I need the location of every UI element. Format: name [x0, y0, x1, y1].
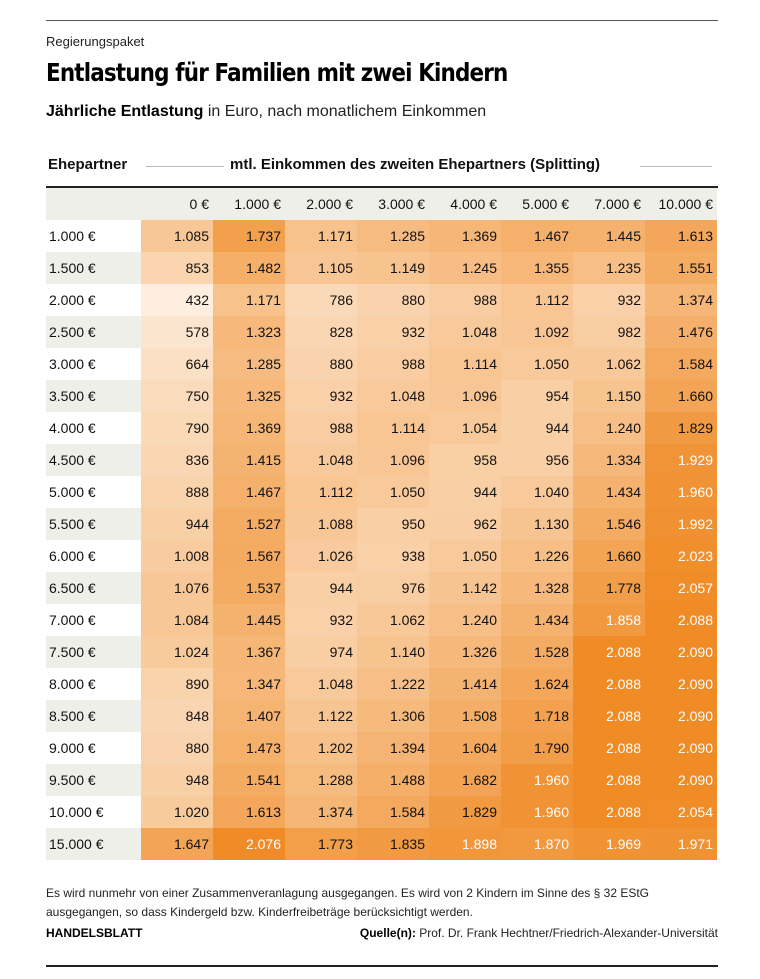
row-label: 9.000 € [49, 740, 96, 756]
heatmap-cell: 1.482 [213, 252, 285, 284]
heatmap-cell: 2.088 [645, 604, 717, 636]
heatmap-cell: 1.647 [141, 828, 213, 860]
heatmap-cell: 932 [357, 316, 429, 348]
heatmap-cell: 790 [141, 412, 213, 444]
heatmap-cell: 1.613 [645, 220, 717, 252]
heatmap-cell: 1.096 [357, 444, 429, 476]
heatmap-cell: 1.171 [213, 284, 285, 316]
heatmap-cell: 932 [573, 284, 645, 316]
heatmap-cell: 1.528 [501, 636, 573, 668]
table-row [46, 476, 718, 508]
heatmap-cell: 1.773 [285, 828, 357, 860]
heatmap-cell: 1.122 [285, 700, 357, 732]
heatmap-cell: 1.105 [285, 252, 357, 284]
heatmap-cell: 2.054 [645, 796, 717, 828]
heatmap-cell: 786 [285, 284, 357, 316]
row-header-label: Ehepartner [48, 156, 128, 173]
heatmap-cell: 1.508 [429, 700, 501, 732]
heatmap-cell: 750 [141, 380, 213, 412]
heatmap-cell: 1.434 [573, 476, 645, 508]
table-row [46, 252, 718, 284]
heatmap-cell: 2.088 [573, 732, 645, 764]
heatmap-cell: 1.222 [357, 668, 429, 700]
heatmap-cell: 853 [141, 252, 213, 284]
heatmap-cell: 828 [285, 316, 357, 348]
heatmap-cell: 1.969 [573, 828, 645, 860]
heatmap-cell: 1.240 [429, 604, 501, 636]
heatmap-cell: 2.090 [645, 732, 717, 764]
column-header-1: 1.000 € [213, 188, 285, 220]
column-header-0: 0 € [141, 188, 213, 220]
heatmap-cell: 2.088 [573, 636, 645, 668]
row-label: 6.000 € [49, 548, 96, 564]
subtitle-bold: Jährliche Entlastung [46, 103, 204, 120]
heatmap-cell: 1.150 [573, 380, 645, 412]
heatmap-cell: 1.142 [429, 572, 501, 604]
row-label: 5.000 € [49, 484, 96, 500]
heatmap-cell: 932 [285, 380, 357, 412]
heatmap-cell: 1.870 [501, 828, 573, 860]
heatmap-cell: 1.226 [501, 540, 573, 572]
heatmap-cell: 1.040 [501, 476, 573, 508]
heatmap-cell: 1.858 [573, 604, 645, 636]
heatmap-cell: 1.584 [357, 796, 429, 828]
table-row [46, 284, 718, 316]
table-row [46, 700, 718, 732]
row-label: 6.500 € [46, 572, 141, 604]
heatmap-cell: 2.023 [645, 540, 717, 572]
heatmap-cell: 1.394 [357, 732, 429, 764]
row-label: 15.000 € [46, 828, 141, 860]
heatmap-cell: 890 [141, 668, 213, 700]
heatmap-cell: 1.971 [645, 828, 717, 860]
heatmap-cell: 1.546 [573, 508, 645, 540]
header-line-right [640, 166, 712, 167]
heatmap-cell: 1.325 [213, 380, 285, 412]
heatmap-cell: 1.584 [645, 348, 717, 380]
heatmap-cell: 1.682 [429, 764, 501, 796]
row-label: 8.000 € [49, 676, 96, 692]
heatmap-cell: 962 [429, 508, 501, 540]
heatmap-cell: 1.367 [213, 636, 285, 668]
bottom-rule [46, 965, 718, 967]
heatmap-cell: 1.829 [645, 412, 717, 444]
heatmap-cell: 1.088 [285, 508, 357, 540]
heatmap-cell: 2.090 [645, 700, 717, 732]
heatmap-cell: 950 [357, 508, 429, 540]
heatmap-cell: 1.326 [429, 636, 501, 668]
heatmap-cell: 2.088 [573, 764, 645, 796]
heatmap-cell: 1.130 [501, 508, 573, 540]
table-row [46, 316, 718, 348]
heatmap-cell: 1.660 [573, 540, 645, 572]
heatmap-cell: 880 [357, 284, 429, 316]
heatmap-cell: 1.008 [141, 540, 213, 572]
heatmap-cell: 1.660 [645, 380, 717, 412]
chart-title: Entlastung für Familien mit zwei Kindern [46, 58, 508, 87]
heatmap-cell: 1.323 [213, 316, 285, 348]
heatmap-cell: 2.076 [213, 828, 285, 860]
heatmap-cell: 664 [141, 348, 213, 380]
row-label: 1.000 € [49, 228, 96, 244]
heatmap-cell: 880 [141, 732, 213, 764]
heatmap-cell: 1.737 [213, 220, 285, 252]
row-label: 2.000 € [49, 292, 96, 308]
heatmap-cell: 1.467 [213, 476, 285, 508]
heatmap-cell: 1.020 [141, 796, 213, 828]
heatmap-cell: 1.624 [501, 668, 573, 700]
heatmap-cell: 1.374 [285, 796, 357, 828]
footnote: Es wird nunmehr von einer Zusammenveranlagung ausgegangen. Es wird von 2 Kindern im Sinne des § 32 EStG ausgegangen, so dass Kindergeld bzw. Kinderfreibeträge berücksichtigt werden. [46, 886, 650, 919]
heatmap-cell: 1.114 [357, 412, 429, 444]
heatmap-cell: 1.467 [501, 220, 573, 252]
heatmap-cell: 1.929 [645, 444, 717, 476]
heatmap-cell: 1.062 [573, 348, 645, 380]
table-row [46, 220, 718, 252]
heatmap-cell: 944 [501, 412, 573, 444]
row-label: 8.500 € [46, 700, 141, 732]
table-row [46, 668, 718, 700]
table-row [46, 444, 718, 476]
column-header-5: 5.000 € [501, 188, 573, 220]
column-header-6: 7.000 € [573, 188, 645, 220]
heatmap-cell: 1.240 [573, 412, 645, 444]
heatmap-cell: 1.960 [501, 796, 573, 828]
subtitle-rest: in Euro, nach monatlichem Einkommen [203, 103, 487, 120]
heatmap-cell: 1.092 [501, 316, 573, 348]
heatmap-cell: 1.347 [213, 668, 285, 700]
heatmap-cell: 1.829 [429, 796, 501, 828]
heatmap-cell: 1.112 [285, 476, 357, 508]
heatmap-cell: 1.285 [213, 348, 285, 380]
table-row [46, 380, 718, 412]
heatmap-cell: 1.835 [357, 828, 429, 860]
heatmap-cell: 888 [141, 476, 213, 508]
row-label: 9.500 € [46, 764, 141, 796]
heatmap-cell: 1.790 [501, 732, 573, 764]
kicker: Regierungspaket [46, 34, 145, 49]
header-line-left [146, 166, 224, 167]
row-label: 7.000 € [49, 612, 96, 628]
column-header-7: 10.000 € [645, 188, 717, 220]
heatmap-cell: 1.541 [213, 764, 285, 796]
heatmap-cell: 1.527 [213, 508, 285, 540]
heatmap-cell: 1.054 [429, 412, 501, 444]
heatmap-cell: 1.613 [213, 796, 285, 828]
source-credit [360, 926, 718, 940]
column-header-3: 3.000 € [357, 188, 429, 220]
heatmap-cell: 2.088 [573, 700, 645, 732]
chart-subtitle [46, 103, 486, 121]
heatmap-cell: 1.718 [501, 700, 573, 732]
heatmap-cell: 1.898 [429, 828, 501, 860]
heatmap-cell: 1.112 [501, 284, 573, 316]
row-label: 2.500 € [46, 316, 141, 348]
heatmap-cell: 1.062 [357, 604, 429, 636]
row-label: 3.000 € [49, 356, 96, 372]
heatmap-cell: 1.024 [141, 636, 213, 668]
heatmap-cell: 988 [429, 284, 501, 316]
row-label: 5.500 € [46, 508, 141, 540]
heatmap-cell: 1.551 [645, 252, 717, 284]
heatmap-cell: 1.476 [645, 316, 717, 348]
heatmap-cell: 1.369 [429, 220, 501, 252]
heatmap-cell: 848 [141, 700, 213, 732]
heatmap-cell: 1.048 [357, 380, 429, 412]
table-row [46, 636, 718, 668]
heatmap-cell: 2.088 [573, 796, 645, 828]
heatmap-cell: 1.076 [141, 572, 213, 604]
heatmap-cell: 1.096 [429, 380, 501, 412]
heatmap-cell: 976 [357, 572, 429, 604]
heatmap-cell: 974 [285, 636, 357, 668]
heatmap-cell: 1.245 [429, 252, 501, 284]
heatmap-cell: 954 [501, 380, 573, 412]
heatmap-cell: 1.407 [213, 700, 285, 732]
heatmap-cell: 1.026 [285, 540, 357, 572]
heatmap-cell: 1.778 [573, 572, 645, 604]
heatmap-cell: 2.090 [645, 636, 717, 668]
heatmap-cell: 988 [285, 412, 357, 444]
column-group-label: mtl. Einkommen des zweiten Ehepartners (Splitting) [230, 156, 601, 173]
table-row [46, 412, 718, 444]
row-label: 7.500 € [46, 636, 141, 668]
heatmap-cell: 1.048 [285, 668, 357, 700]
table-row [46, 508, 718, 540]
column-header-corner [46, 188, 141, 220]
table-row [46, 828, 718, 860]
source-text: Prof. Dr. Frank Hechtner/Friedrich-Alexander-Universität [415, 926, 718, 940]
column-header-2: 2.000 € [285, 188, 357, 220]
heatmap-cell: 1.288 [285, 764, 357, 796]
column-header-row [46, 188, 718, 220]
heatmap-cell: 1.567 [213, 540, 285, 572]
heatmap-cell: 1.992 [645, 508, 717, 540]
heatmap-cell: 836 [141, 444, 213, 476]
heatmap-cell: 880 [285, 348, 357, 380]
top-rule [46, 20, 718, 21]
heatmap-cell: 1.960 [501, 764, 573, 796]
heatmap-cell: 1.149 [357, 252, 429, 284]
heatmap-cell: 1.488 [357, 764, 429, 796]
heatmap-cell: 958 [429, 444, 501, 476]
heatmap-cell: 1.085 [141, 220, 213, 252]
column-header-4: 4.000 € [429, 188, 501, 220]
row-label: 1.500 € [46, 252, 141, 284]
table-row [46, 732, 718, 764]
heatmap-cell: 1.537 [213, 572, 285, 604]
heatmap-cell: 2.088 [573, 668, 645, 700]
heatmap-cell: 1.202 [285, 732, 357, 764]
heatmap-cell: 944 [285, 572, 357, 604]
heatmap-cell: 1.084 [141, 604, 213, 636]
heatmap-cell: 1.285 [357, 220, 429, 252]
table-row [46, 796, 718, 828]
heatmap-cell: 1.048 [285, 444, 357, 476]
heatmap-cell: 1.369 [213, 412, 285, 444]
heatmap-cell: 1.445 [213, 604, 285, 636]
heatmap-cell: 1.414 [429, 668, 501, 700]
heatmap-cell: 1.048 [429, 316, 501, 348]
heatmap-cell: 1.445 [573, 220, 645, 252]
heatmap-cell: 1.235 [573, 252, 645, 284]
row-label: 10.000 € [49, 804, 104, 820]
row-label: 4.000 € [49, 420, 96, 436]
heatmap-cell: 1.604 [429, 732, 501, 764]
heatmap-cell: 1.114 [429, 348, 501, 380]
heatmap-cell: 932 [285, 604, 357, 636]
heatmap-cell: 1.334 [573, 444, 645, 476]
heatmap-cell: 948 [141, 764, 213, 796]
heatmap-cell: 956 [501, 444, 573, 476]
table-row [46, 540, 718, 572]
heatmap-cell: 1.171 [285, 220, 357, 252]
heatmap-cell: 944 [429, 476, 501, 508]
table-row [46, 572, 718, 604]
heatmap-cell: 982 [573, 316, 645, 348]
table-row [46, 604, 718, 636]
row-label: 3.500 € [46, 380, 141, 412]
table-row [46, 348, 718, 380]
heatmap-cell: 1.434 [501, 604, 573, 636]
heatmap-cell: 1.473 [213, 732, 285, 764]
heatmap-cell: 2.057 [645, 572, 717, 604]
heatmap-cell: 2.090 [645, 668, 717, 700]
table-row [46, 764, 718, 796]
heatmap-cell: 1.960 [645, 476, 717, 508]
heatmap-cell: 1.374 [645, 284, 717, 316]
heatmap-cell: 432 [141, 284, 213, 316]
heatmap-cell: 1.050 [357, 476, 429, 508]
heatmap-cell: 1.328 [501, 572, 573, 604]
heatmap-cell: 1.355 [501, 252, 573, 284]
column-group-header [46, 152, 718, 182]
brand-label: HANDELSBLATT [46, 926, 143, 940]
heatmap-cell: 2.090 [645, 764, 717, 796]
heatmap-cell: 1.306 [357, 700, 429, 732]
heatmap-cell: 1.050 [429, 540, 501, 572]
heatmap-cell: 944 [141, 508, 213, 540]
heatmap-cell: 988 [357, 348, 429, 380]
row-label: 4.500 € [46, 444, 141, 476]
heatmap-cell: 578 [141, 316, 213, 348]
heatmap-cell: 938 [357, 540, 429, 572]
heatmap-cell: 1.050 [501, 348, 573, 380]
heatmap-cell: 1.140 [357, 636, 429, 668]
heatmap-cell: 1.415 [213, 444, 285, 476]
source-label: Quelle(n): [359, 926, 416, 940]
